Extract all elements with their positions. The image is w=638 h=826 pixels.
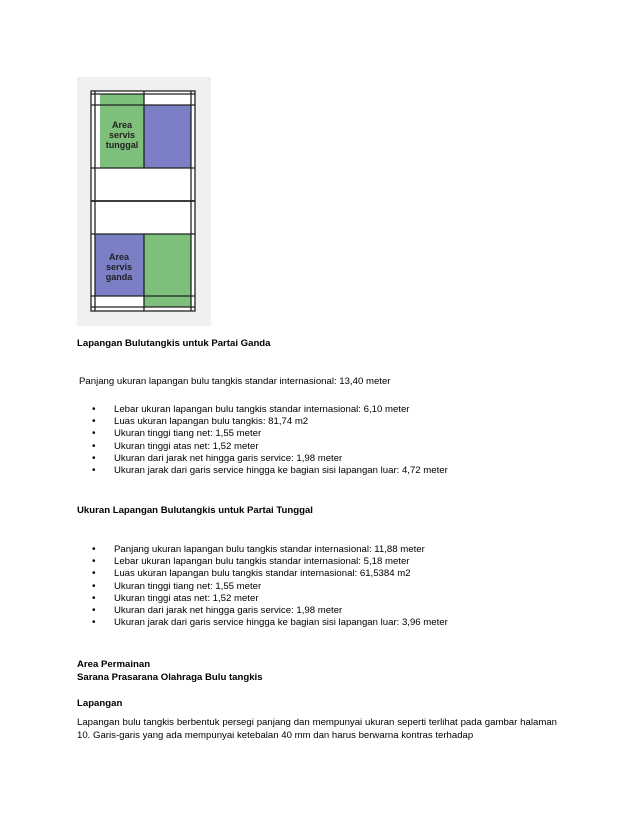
- list-item: • Ukuran tinggi tiang net: 1,55 meter: [92, 581, 448, 593]
- list-item: • Panjang ukuran lapangan bulu tangkis standar internasional: 11,88 meter: [92, 544, 448, 556]
- heading-area-permainan: Area Permainan: [77, 659, 151, 670]
- list-item: • Ukuran jarak dari garis service hingga ke bagian sisi lapangan luar: 3,96 meter: [92, 617, 448, 629]
- heading-sarana: Sarana Prasarana Olahraga Bulu tangkis: [77, 672, 263, 683]
- list-item: • Luas ukuran lapangan bulu tangkis standar internasional: 61,5384 m2: [92, 568, 448, 580]
- paragraph-lapangan: Lapangan bulu tangkis berbentuk persegi panjang dan mempunyai ukuran seperti terlihat pada gambar halaman 10. Garis-garis yang ada mempunyai ketebalan 40 mm dan harus berwarna kontras terhadap: [77, 717, 557, 741]
- list-item: • Lebar ukuran lapangan bulu tangkis standar internasional: 6,10 meter: [92, 404, 448, 416]
- service-area-purple-top: [144, 105, 191, 168]
- list-item: • Ukuran tinggi atas net: 1,52 meter: [92, 593, 448, 605]
- label-bottom-line3: ganda: [105, 272, 133, 282]
- label-top-line2: servis: [108, 130, 136, 140]
- list-item: • Ukuran tinggi atas net: 1,52 meter: [92, 441, 448, 453]
- badminton-court-figure: [77, 77, 211, 326]
- tunggal-list: [92, 544, 448, 629]
- list-item: • Luas ukuran lapangan bulu tangkis: 81,74 m2: [92, 416, 448, 428]
- ganda-list: [92, 404, 448, 477]
- label-top-line1: Area: [111, 120, 133, 130]
- court-diagram: [77, 77, 211, 326]
- ganda-intro: Panjang ukuran lapangan bulu tangkis standar internasional: 13,40 meter: [79, 376, 391, 387]
- list-item: • Ukuran tinggi tiang net: 1,55 meter: [92, 428, 448, 440]
- list-item: • Lebar ukuran lapangan bulu tangkis standar internasional: 5,18 meter: [92, 556, 448, 568]
- list-item: • Ukuran jarak dari garis service hingga ke bagian sisi lapangan luar: 4,72 meter: [92, 465, 448, 477]
- heading-ganda: Lapangan Bulutangkis untuk Partai Ganda: [77, 338, 271, 349]
- list-item: • Ukuran dari jarak net hingga garis service: 1,98 meter: [92, 453, 448, 465]
- label-bottom-line2: servis: [105, 262, 133, 272]
- label-top-line3: tunggal: [105, 140, 139, 150]
- list-item: • Ukuran dari jarak net hingga garis service: 1,98 meter: [92, 605, 448, 617]
- label-bottom-line1: Area: [108, 252, 130, 262]
- heading-lapangan: Lapangan: [77, 698, 123, 709]
- heading-tunggal: Ukuran Lapangan Bulutangkis untuk Partai Tunggal: [77, 505, 313, 516]
